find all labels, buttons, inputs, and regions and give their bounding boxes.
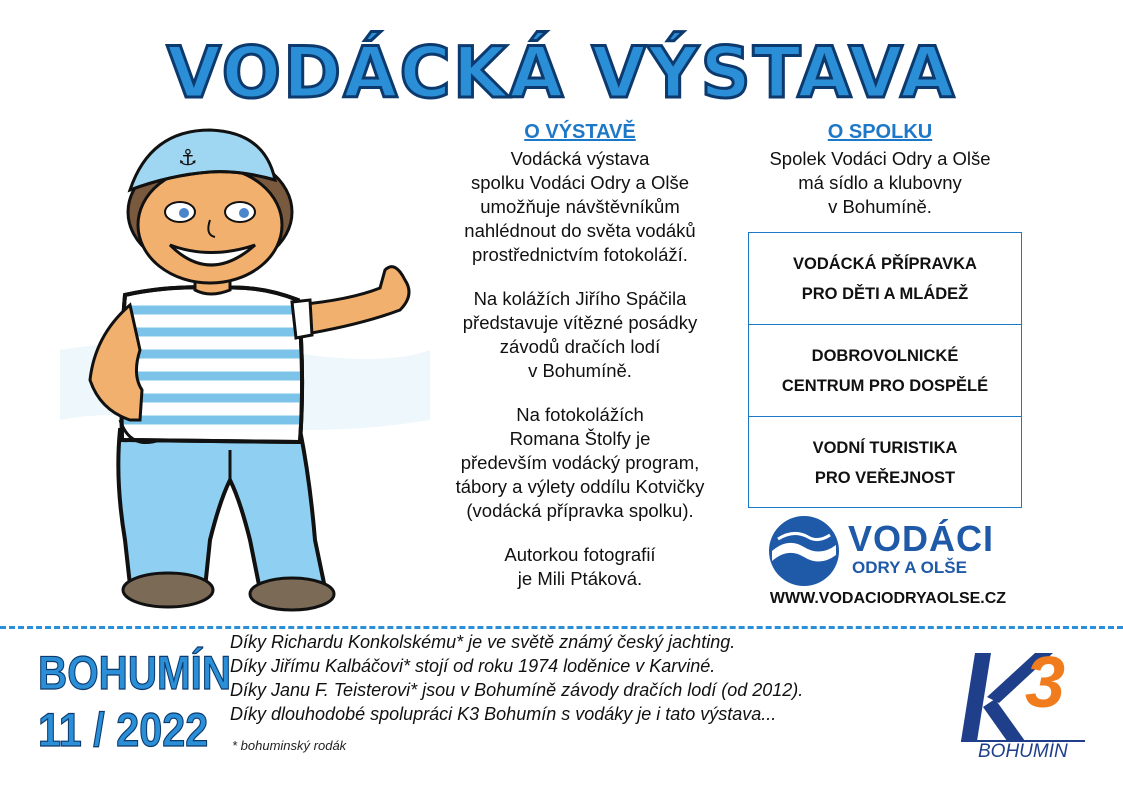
date-label: 11 / 2022 (38, 703, 209, 756)
about-line: umožňuje návštěvníkům (480, 196, 680, 217)
activity-box-youth (749, 233, 1021, 324)
thanks-line: Díky dlouhodobé spolupráci K3 Bohumín s vodáky je i tato výstava... (230, 704, 777, 724)
box-line: VODNÍ TURISTIKA (812, 438, 958, 457)
about-line: představuje vítězné posádky (462, 312, 698, 333)
about-line: (vodácká přípravka spolku). (466, 500, 694, 521)
box-line: PRO DĚTI A MLÁDEŽ (801, 284, 969, 303)
k3-logo-subtitle: BOHUMÍN (978, 741, 1068, 762)
dashed-divider (0, 626, 1123, 629)
about-text (430, 147, 730, 591)
about-line: prostřednictvím fotokoláží. (472, 244, 688, 265)
club-logo-subtitle: ODRY A OLŠE (852, 558, 967, 577)
thanks-line: Díky Jiřímu Kalbáčovi* stojí od roku 1974 loděnice v Karviné. (230, 656, 716, 676)
box-line: PRO VEŘEJNOST (814, 468, 956, 487)
about-line: Romana Štolfy je (509, 428, 651, 449)
about-line: závodů dračích lodí (499, 336, 661, 357)
box-line: DOBROVOLNICKÉ (811, 347, 959, 365)
club-logo-title: VODÁCI (848, 518, 995, 559)
about-club-section (745, 121, 1015, 219)
about-line: především vodácký program, (460, 452, 700, 473)
about-line: je Mili Ptáková. (517, 568, 643, 589)
footnote: * bohuminský rodák (232, 738, 347, 753)
about-line: nahlédnout do světa vodáků (464, 220, 696, 241)
about-line: spolku Vodáci Odry a Olše (471, 172, 689, 193)
city-label: BOHUMÍN (38, 646, 232, 699)
club-website-link[interactable]: WWW.VODACIODRYAOLSE.CZ (769, 590, 1007, 607)
about-line: Na kolážích Jiřího Spáčila (473, 288, 687, 309)
about-line: v Bohumíně. (528, 360, 632, 381)
activity-box-tourism (749, 418, 1021, 507)
thanks-line: Díky Richardu Konkolskému* je ve světě známý český jachting. (230, 632, 736, 652)
sailor-boy-illustration (60, 120, 430, 620)
club-text (745, 147, 1015, 219)
box-line: CENTRUM PRO DOSPĚLÉ (781, 377, 989, 395)
page-title: VODÁCKÁ VÝSTAVA (166, 32, 957, 114)
about-line: Vodácká výstava (510, 148, 650, 169)
club-heading: O SPOLKU (827, 121, 933, 143)
thanks-list (230, 630, 950, 726)
activity-box-volunteer (749, 326, 1021, 416)
about-line: Autorkou fotografií (504, 544, 656, 565)
club-line: má sídlo a klubovny (798, 172, 962, 193)
club-line: Spolek Vodáci Odry a Olše (769, 148, 991, 169)
about-heading: O VÝSTAVĚ (524, 121, 636, 143)
svg-text:3: 3 (1025, 645, 1066, 723)
box-line: VODÁCKÁ PŘÍPRAVKA (793, 254, 977, 273)
activity-boxes (748, 232, 1022, 508)
svg-text:⚓: ⚓ (178, 146, 198, 171)
about-line: tábory a výlety oddílu Kotvičky (455, 476, 705, 497)
about-exhibition-section (430, 121, 730, 591)
about-line: Na fotokolážích (516, 404, 644, 425)
club-line: v Bohumíně. (828, 196, 932, 217)
thanks-line: Díky Janu F. Teisterovi* jsou v Bohumíně závody dračích lodí (od 2012). (230, 680, 804, 700)
